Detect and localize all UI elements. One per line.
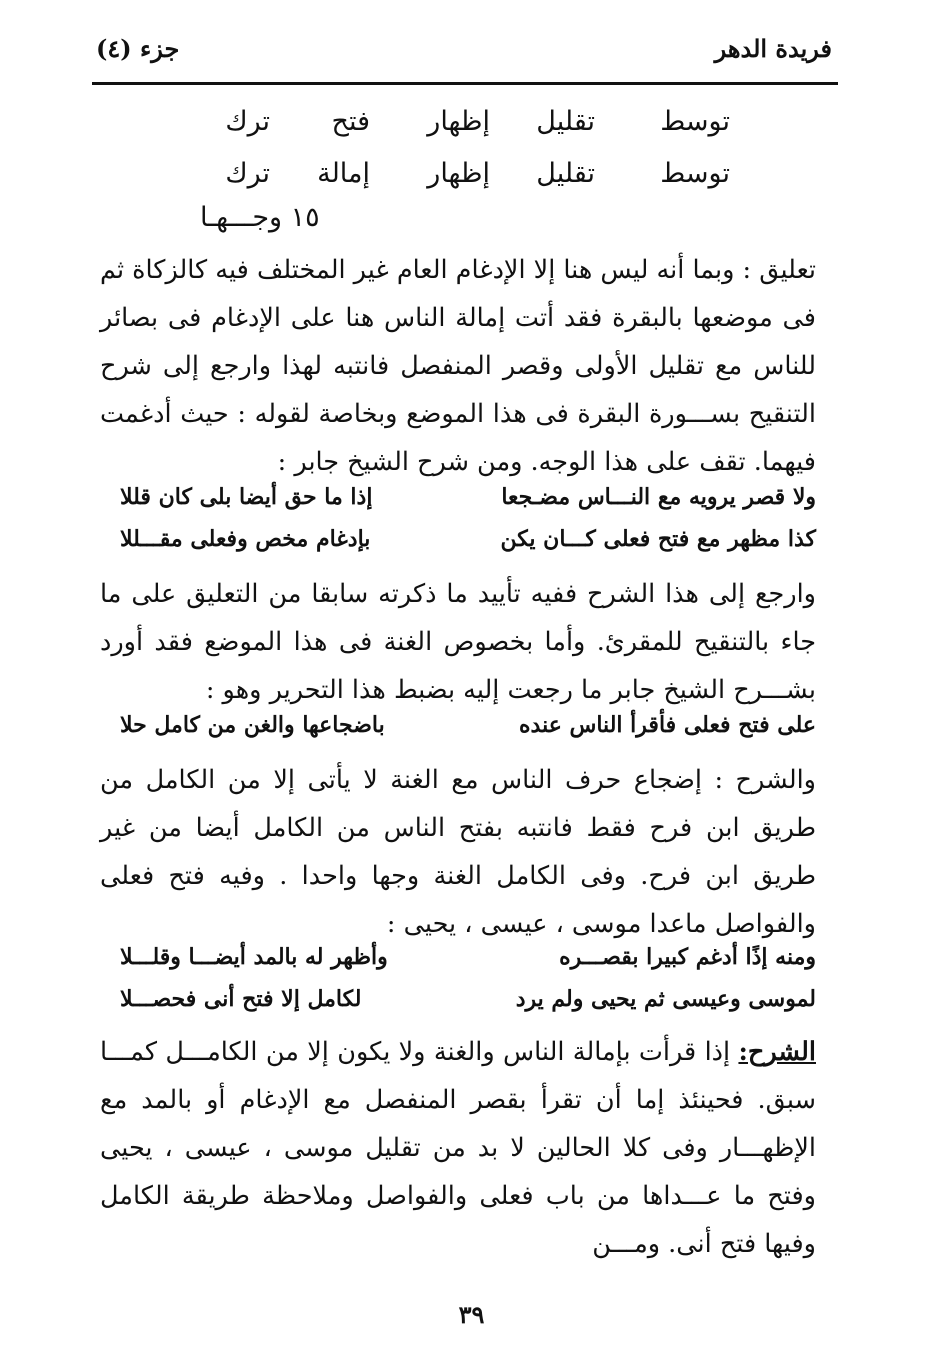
table-cell: تقليل — [536, 158, 595, 189]
table-cell: ترك — [225, 158, 270, 189]
table-cell: توسط — [660, 158, 730, 189]
paragraph — [100, 570, 816, 714]
table-cell: إظهار — [427, 106, 490, 137]
verse-first-half: ولا قصر يرويه مع النـــاس مضـجعا — [501, 484, 816, 510]
verse-line — [110, 944, 816, 986]
paragraph-text: تعليق : وبما أنه ليس هنا إلا الإدغام العام غير المختلف فيه كالزكاة ثم فى موضعها بالبقرة فقد أتت إمالة الناس هنا على الإدغام فى بصائر للناس مع تقليل الأولى وقصر المنفصل فانتبه لهذا وارجع إلى شرح التنقيح بســـورة البقرة فى هذا الموضع وبخاصة لقوله : حيث أدغمت فيهما. تقف على هذا الوجه. ومن شرح الشيخ جابر : — [100, 255, 816, 477]
verse-line — [110, 484, 816, 526]
options-table — [180, 106, 740, 210]
book-title: فريدة الدهر — [714, 34, 832, 63]
page-header — [96, 34, 832, 78]
paragraph — [100, 1028, 816, 1268]
verse-second-half: وأظهر له بالمد أيضـــا وقلـــلا — [120, 944, 388, 970]
verse-second-half: باضجاعها والغن من كامل حلا — [120, 712, 385, 738]
table-cell: فتح — [331, 106, 370, 137]
paragraph-text: وارجع إلى هذا الشرح ففيه تأييد ما ذكرته سابقا من التعليق على ما جاء بالتنقيح للمقرئ. وأما بخصوص الغنة فى هذا الموضع فقد أورد بشـــرح الشيخ جابر ما رجعت إليه بضبط هذا التحرير وهو : — [100, 579, 816, 705]
verse-first-half: ومنه إذًا أدغم كبيرا بقصـــره — [559, 944, 816, 970]
paragraph-text: والشرح : إضجاع حرف الناس مع الغنة لا يأتى إلا من الكامل من طريق ابن فرح فقط فانتبه بفتح الناس من الكامل أيضا من غير طريق ابن فرح. وفى الكامل الغنة وجها واحدا . وفيه فتح فعلى والفواصل ماعدا موسى ، عيسى ، يحيى : — [100, 765, 816, 939]
table-cell: توسط — [660, 106, 730, 137]
verse-first-half: على فتح فعلى فأقرأ الناس عنده — [519, 712, 816, 738]
paragraph-text — [100, 1028, 816, 1268]
table-cell: إمالة — [317, 158, 370, 189]
paragraph-body: إذا قرأت بإمالة الناس والغنة ولا يكون إلا من الكامـــل كمـــا سبق. فحينئذ إما أن تقرأ بقصر المنفصل مع الإدغام أو بالمد مع الإظهـــار وفى كلا الحالين لا بد من تقليل موسى ، عيسى ، يحيى وفتح ما عـــداها من باب فعلى والفواصل وملاحظة طريقة الكامل وفيها فتح أنى. ومـــن — [100, 1037, 816, 1259]
sharh-label: الشرح: — [738, 1037, 816, 1067]
paragraph — [100, 246, 816, 486]
table-row — [180, 106, 740, 158]
verse-line — [110, 526, 816, 568]
part-number: جزء (٤) — [96, 34, 180, 63]
verse-second-half: بإدغام مخص وفعلى مقـــللا — [120, 526, 371, 552]
page-number: ٣٩ — [458, 1300, 485, 1329]
table-cell: تقليل — [536, 106, 595, 137]
verse-second-half: إذا ما حق أيضا بلى كان قللا — [120, 484, 373, 510]
table-cell: إظهار — [427, 158, 490, 189]
verse-first-half: لموسى وعيسى ثم يحيى ولم يرد — [515, 986, 816, 1012]
paragraph — [100, 756, 816, 948]
count-label: ١٥ وجـــهـا — [200, 202, 320, 233]
verse-second-half: لكامل إلا فتح أنى فحصـــلا — [120, 986, 362, 1012]
header-rule — [92, 82, 838, 85]
verse-line — [110, 712, 816, 754]
table-cell: ترك — [225, 106, 270, 137]
verse-line — [110, 986, 816, 1028]
verse-first-half: كذا مظهر مع فتح فعلى كـــان يكن — [500, 526, 816, 552]
